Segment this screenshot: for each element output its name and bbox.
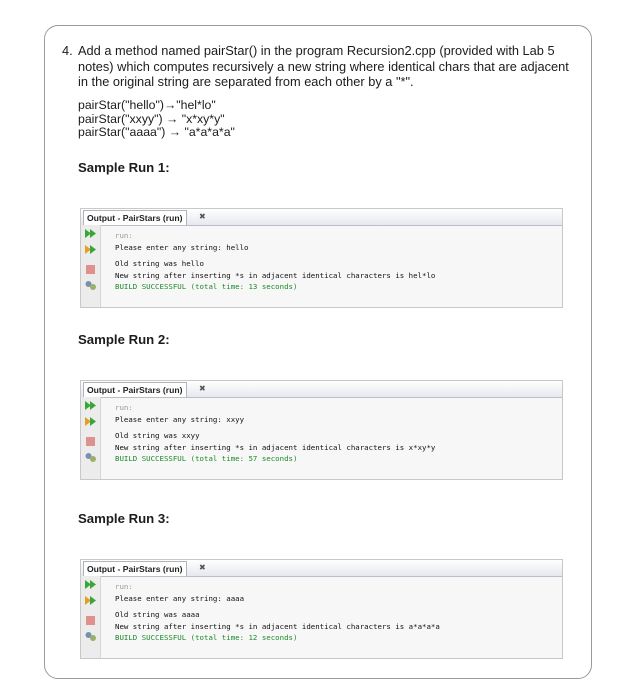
console-line: New string after inserting *s in adjacent identical characters is a*a*a*a xyxy=(115,621,440,631)
console-line: Old string was aaaa xyxy=(115,610,200,620)
output-tab[interactable]: Output - PairStars (run) xyxy=(83,210,187,225)
sample-run-heading: Sample Run 3: xyxy=(78,511,170,526)
question-text: Add a method named pairStar() in the program Recursion2.cpp (provided with Lab 5 notes) which computes recursively a new string where identical chars that are adjacent in the original string are separated from each other by a "*". xyxy=(78,43,569,89)
build-status-line: BUILD SUCCESSFUL (total time: 13 seconds) xyxy=(115,282,298,292)
settings-icon[interactable] xyxy=(84,631,97,642)
rerun-with-options-icon[interactable] xyxy=(84,595,97,606)
sample-run-heading: Sample Run 2: xyxy=(78,332,170,347)
close-icon[interactable]: ✖ xyxy=(199,212,206,221)
console-line: New string after inserting *s in adjacent identical characters is hel*lo xyxy=(115,270,436,280)
output-tab-bar xyxy=(81,381,562,398)
console-line: Old string was hello xyxy=(115,259,204,269)
output-tab[interactable]: Output - PairStars (run) xyxy=(83,382,187,397)
console-line: Please enter any string: aaaa xyxy=(115,593,245,603)
console-line: Please enter any string: hello xyxy=(115,242,249,252)
output-toolbar xyxy=(81,225,101,307)
stop-icon[interactable] xyxy=(84,615,97,626)
example-line: pairStar("aaaa") → "a*a*a*a" xyxy=(78,125,235,140)
example-line: pairStar("hello")→"hel*lo" xyxy=(78,98,216,112)
console-output xyxy=(115,402,435,465)
sample-run-heading: Sample Run 1: xyxy=(78,160,170,175)
rerun-icon[interactable] xyxy=(84,579,97,590)
console-output xyxy=(115,230,435,293)
rerun-with-options-icon[interactable] xyxy=(84,416,97,427)
console-line: New string after inserting *s in adjacent identical characters is x*xy*y xyxy=(115,442,436,452)
console-line: Old string was xxyy xyxy=(115,431,200,441)
rerun-icon[interactable] xyxy=(84,228,97,239)
rerun-with-options-icon[interactable] xyxy=(84,244,97,255)
console-line: run: xyxy=(115,231,133,240)
console-line: run: xyxy=(115,582,133,591)
question-text-block xyxy=(62,43,582,90)
example-line: pairStar("xxyy") → "x*xy*y" xyxy=(78,111,225,126)
output-tab-bar xyxy=(81,209,562,226)
output-tab-bar xyxy=(81,560,562,577)
build-status-line: BUILD SUCCESSFUL (total time: 57 seconds) xyxy=(115,454,298,464)
question-card xyxy=(44,25,592,679)
close-icon[interactable]: ✖ xyxy=(199,563,206,572)
examples-list xyxy=(78,99,235,140)
output-panel xyxy=(80,208,563,308)
output-tab[interactable]: Output - PairStars (run) xyxy=(83,561,187,576)
stop-icon[interactable] xyxy=(84,436,97,447)
settings-icon[interactable] xyxy=(84,452,97,463)
output-toolbar xyxy=(81,576,101,658)
stop-icon[interactable] xyxy=(84,264,97,275)
output-toolbar xyxy=(81,397,101,479)
console-output xyxy=(115,581,440,644)
build-status-line: BUILD SUCCESSFUL (total time: 12 seconds) xyxy=(115,633,298,643)
question-number: 4. xyxy=(62,43,73,58)
settings-icon[interactable] xyxy=(84,280,97,291)
output-panel xyxy=(80,380,563,480)
rerun-icon[interactable] xyxy=(84,400,97,411)
console-line: run: xyxy=(115,403,133,412)
output-panel xyxy=(80,559,563,659)
close-icon[interactable]: ✖ xyxy=(199,384,206,393)
console-line: Please enter any string: xxyy xyxy=(115,414,245,424)
